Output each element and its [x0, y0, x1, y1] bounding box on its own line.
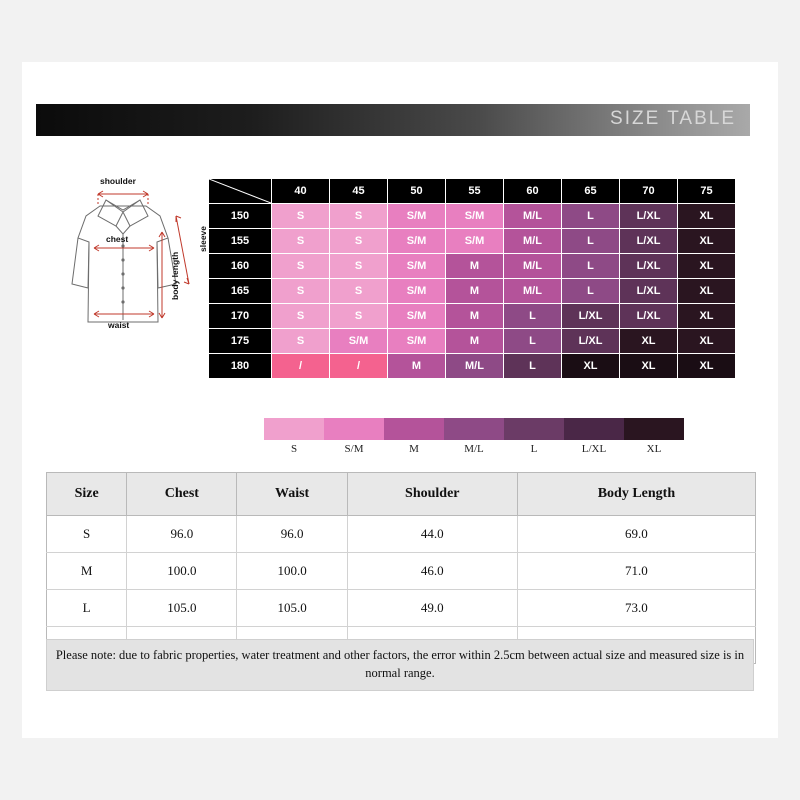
measurement-column-header: Chest: [127, 473, 237, 516]
matrix-cell: L/XL: [562, 304, 620, 329]
matrix-cell: M/L: [504, 279, 562, 304]
matrix-cell: S: [272, 229, 330, 254]
matrix-header-row: [209, 179, 736, 204]
legend-swatch: [444, 418, 504, 440]
legend-label: S: [290, 443, 298, 455]
matrix-cell: /: [330, 354, 388, 379]
table-row: [47, 553, 756, 590]
size-legend: [264, 418, 684, 455]
matrix-column-header: 45: [330, 179, 388, 204]
disclaimer-note: Please note: due to fabric properties, water treatment and other factors, the error within 2.5cm between actual size and measured size is in normal range.: [46, 639, 754, 691]
matrix-cell: S: [272, 204, 330, 229]
chest-label: chest: [106, 234, 129, 244]
legend-label: L/XL: [581, 443, 607, 455]
shoulder-label: shoulder: [100, 176, 136, 186]
matrix-cell: XL: [562, 354, 620, 379]
measurement-cell: 105.0: [237, 590, 347, 627]
measurement-cell: L: [47, 590, 127, 627]
matrix-corner-cell: [209, 179, 272, 204]
matrix-row-header: 160: [209, 254, 272, 279]
legend-label-row: [264, 443, 684, 455]
matrix-cell: L/XL: [562, 329, 620, 354]
matrix-cell: S: [330, 229, 388, 254]
page-title: SIZE TABLE: [610, 108, 736, 129]
measurement-cell: 96.0: [127, 516, 237, 553]
measurement-table: [46, 472, 756, 664]
matrix-cell: XL: [678, 229, 736, 254]
measurement-column-header: Shoulder: [347, 473, 517, 516]
legend-swatch: [504, 418, 564, 440]
matrix-cell: L: [504, 329, 562, 354]
matrix-cell: S: [272, 254, 330, 279]
matrix-cell: L: [562, 229, 620, 254]
legend-label: XL: [646, 443, 662, 455]
matrix-cell: S/M: [330, 329, 388, 354]
matrix-cell: XL: [620, 329, 678, 354]
matrix-cell: S/M: [388, 204, 446, 229]
matrix-cell: S: [272, 329, 330, 354]
matrix-cell: L/XL: [620, 254, 678, 279]
matrix-row: [209, 229, 736, 254]
matrix-cell: M: [446, 329, 504, 354]
matrix-cell: L: [562, 204, 620, 229]
legend-swatch-row: [264, 418, 684, 440]
matrix-cell: XL: [678, 329, 736, 354]
matrix-cell: XL: [678, 204, 736, 229]
matrix-cell: S/M: [388, 279, 446, 304]
diagonal-divider-icon: [209, 179, 271, 203]
measurement-cell: 69.0: [517, 516, 755, 553]
legend-label: M: [409, 443, 419, 455]
waist-label: waist: [108, 320, 130, 330]
matrix-row-header: 170: [209, 304, 272, 329]
matrix-row-header: 155: [209, 229, 272, 254]
matrix-cell: L/XL: [620, 304, 678, 329]
body-length-label: body length: [170, 251, 180, 300]
matrix-cell: XL: [620, 354, 678, 379]
legend-swatch: [264, 418, 324, 440]
measurement-column-header: Waist: [237, 473, 347, 516]
matrix-cell: L/XL: [620, 279, 678, 304]
matrix-cell: XL: [678, 354, 736, 379]
matrix-cell: XL: [678, 254, 736, 279]
table-row: [47, 590, 756, 627]
matrix-row-header: 165: [209, 279, 272, 304]
matrix-cell: L: [562, 254, 620, 279]
matrix-cell: L/XL: [620, 204, 678, 229]
matrix-cell: XL: [678, 304, 736, 329]
sleeve-label: sleeve: [198, 226, 208, 252]
measurement-cell: 44.0: [347, 516, 517, 553]
legend-swatch: [324, 418, 384, 440]
matrix-column-header: 50: [388, 179, 446, 204]
matrix-cell: S/M: [388, 329, 446, 354]
matrix-row: [209, 254, 736, 279]
matrix-cell: M/L: [504, 254, 562, 279]
matrix-column-header: 55: [446, 179, 504, 204]
legend-label: L: [530, 443, 538, 455]
matrix-row: [209, 354, 736, 379]
matrix-cell: S/M: [388, 254, 446, 279]
matrix-row: [209, 279, 736, 304]
measurement-cell: 73.0: [517, 590, 755, 627]
matrix-cell: S: [330, 204, 388, 229]
matrix-row: [209, 329, 736, 354]
matrix-column-header: 60: [504, 179, 562, 204]
matrix-cell: /: [272, 354, 330, 379]
matrix-cell: XL: [678, 279, 736, 304]
matrix-cell: S/M: [446, 204, 504, 229]
matrix-cell: S: [330, 254, 388, 279]
measurement-cell: 100.0: [237, 553, 347, 590]
matrix-cell: M: [446, 279, 504, 304]
table-row: [47, 516, 756, 553]
matrix-column-header: 70: [620, 179, 678, 204]
matrix-cell: M: [446, 254, 504, 279]
legend-swatch: [564, 418, 624, 440]
size-chart-sheet: [22, 62, 778, 738]
shirt-illustration-svg: [58, 172, 218, 357]
measurement-cell: M: [47, 553, 127, 590]
matrix-row-header: 150: [209, 204, 272, 229]
matrix-cell: S: [272, 279, 330, 304]
matrix-column-header: 40: [272, 179, 330, 204]
measurement-column-header: Body Length: [517, 473, 755, 516]
size-matrix-table: [208, 178, 736, 379]
matrix-cell: S/M: [446, 229, 504, 254]
matrix-cell: L: [504, 354, 562, 379]
matrix-cell: M/L: [504, 204, 562, 229]
matrix-cell: M/L: [446, 354, 504, 379]
matrix-cell: S: [330, 279, 388, 304]
measurement-cell: S: [47, 516, 127, 553]
measurement-header-row: [47, 473, 756, 516]
measurement-cell: 71.0: [517, 553, 755, 590]
matrix-column-header: 65: [562, 179, 620, 204]
shirt-diagram: [58, 172, 218, 357]
measurement-cell: 49.0: [347, 590, 517, 627]
matrix-row: [209, 304, 736, 329]
matrix-cell: L/XL: [620, 229, 678, 254]
matrix-cell: L: [504, 304, 562, 329]
matrix-cell: S/M: [388, 304, 446, 329]
matrix-cell: M: [388, 354, 446, 379]
matrix-row: [209, 204, 736, 229]
measurement-column-header: Size: [47, 473, 127, 516]
measurement-cell: 100.0: [127, 553, 237, 590]
matrix-cell: S: [330, 304, 388, 329]
matrix-column-header: 75: [678, 179, 736, 204]
measurement-cell: 96.0: [237, 516, 347, 553]
matrix-cell: S/M: [388, 229, 446, 254]
legend-label: S/M: [344, 443, 364, 455]
measurement-cell: 105.0: [127, 590, 237, 627]
matrix-cell: M: [446, 304, 504, 329]
measurement-cell: 46.0: [347, 553, 517, 590]
legend-swatch: [624, 418, 684, 440]
legend-label: M/L: [464, 443, 484, 455]
matrix-cell: L: [562, 279, 620, 304]
matrix-row-header: 180: [209, 354, 272, 379]
matrix-cell: S: [272, 304, 330, 329]
matrix-row-header: 175: [209, 329, 272, 354]
matrix-cell: M/L: [504, 229, 562, 254]
legend-swatch: [384, 418, 444, 440]
header-banner: [36, 104, 750, 136]
